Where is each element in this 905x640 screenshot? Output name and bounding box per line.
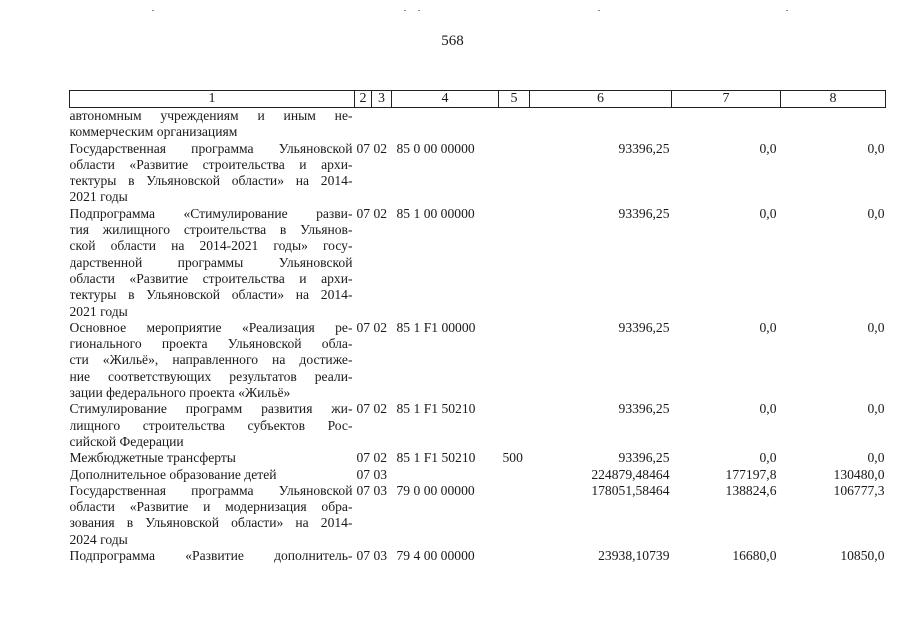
description-line: тектуры в Ульяновской области» на 2014- <box>69 287 353 303</box>
description-line: лищного строительства субъектов Рос- <box>69 417 353 433</box>
row-description <box>70 141 355 206</box>
amount-year-3: 0,0 <box>867 450 885 466</box>
expense-type-code <box>499 548 530 564</box>
description-line: области «Развитие строительства и архи- <box>69 270 353 286</box>
amount-year-2: 0,0 <box>759 140 777 156</box>
description-line: Межбюджетные трансферты <box>69 450 236 466</box>
target-article-code: 79 0 00 00000 <box>396 482 475 498</box>
table-row <box>70 483 886 548</box>
row-description <box>70 108 355 141</box>
amount-year-2 <box>672 108 781 141</box>
header-cell: 6 <box>530 91 672 108</box>
target-article-code <box>392 467 499 483</box>
amount-year-3 <box>781 108 886 141</box>
description-line: тектуры в Ульяновской области» на 2014- <box>69 173 353 189</box>
section-code: 07 <box>356 205 371 221</box>
amount-year-1: 178051,58464 <box>591 482 670 498</box>
description-line: ской области на 2014-2021 годы» госу- <box>69 238 353 254</box>
header-cell: 8 <box>781 91 886 108</box>
description-line: 2024 годы <box>69 531 128 547</box>
subsection-code: 03 <box>373 482 388 498</box>
expense-type-code <box>499 320 530 401</box>
section-code: 07 <box>356 548 371 564</box>
scan-speck <box>418 10 420 11</box>
description-line: 2021 годы <box>69 303 128 319</box>
expense-type-code: 500 <box>502 450 523 466</box>
expense-type-code <box>499 206 530 320</box>
expense-type-code <box>499 401 530 450</box>
subsection-code: 02 <box>373 401 388 417</box>
target-article-code: 85 1 00 00000 <box>396 205 475 221</box>
amount-year-3: 130480,0 <box>833 466 885 482</box>
amount-year-1 <box>530 108 672 141</box>
section-code: 07 <box>356 140 371 156</box>
amount-year-1: 93396,25 <box>618 205 670 221</box>
amount-year-3: 0,0 <box>867 319 885 335</box>
description-line: Подпрограмма «Стимулирование разви- <box>69 205 353 221</box>
table-row <box>70 450 886 466</box>
description-line: зации федерального проекта «Жильё» <box>69 385 291 401</box>
description-line: дарственной программы Ульяновской <box>69 254 353 270</box>
header-cell: 5 <box>499 91 530 108</box>
amount-year-2: 0,0 <box>759 319 777 335</box>
description-line: области «Развитие строительства и архи- <box>69 156 353 172</box>
description-line: 2021 годы <box>69 189 128 205</box>
budget-table <box>69 90 886 564</box>
header-cell: 4 <box>392 91 499 108</box>
description-line: Дополнительное образование детей <box>69 466 277 482</box>
header-cell: 2 <box>355 91 372 108</box>
subsection-code: 03 <box>373 466 388 482</box>
amount-year-1: 93396,25 <box>618 450 670 466</box>
subsection-code: 03 <box>373 548 388 564</box>
amount-year-1: 93396,25 <box>618 140 670 156</box>
row-description <box>70 467 355 483</box>
row-description <box>70 483 355 548</box>
row-description <box>70 206 355 320</box>
amount-year-2: 0,0 <box>759 450 777 466</box>
scan-speck <box>152 10 154 11</box>
description-line: гионального проекта Ульяновской обла- <box>69 336 353 352</box>
description-line: Стимулирование программ развития жи- <box>69 401 353 417</box>
subsection-code: 02 <box>373 140 388 156</box>
expense-type-code <box>499 483 530 548</box>
target-article-code: 85 1 F1 00000 <box>396 319 476 335</box>
description-line: сти «Жильё», направленного на достиже- <box>69 352 353 368</box>
amount-year-3: 0,0 <box>867 401 885 417</box>
description-line: Основное мероприятие «Реализация ре- <box>69 319 353 335</box>
description-line: автономным учреждениям и иным не- <box>69 108 353 123</box>
amount-year-3: 106777,3 <box>833 482 885 498</box>
amount-year-1: 224879,48464 <box>591 466 670 482</box>
amount-year-1: 23938,10739 <box>598 548 670 564</box>
target-article-code: 85 1 F1 50210 <box>396 401 476 417</box>
target-article-code: 85 1 F1 50210 <box>396 450 476 466</box>
subsection-code: 02 <box>373 205 388 221</box>
table-row <box>70 141 886 206</box>
section-code: 07 <box>356 319 371 335</box>
expense-type-code <box>499 108 530 141</box>
amount-year-1: 93396,25 <box>618 401 670 417</box>
scan-speck <box>786 10 788 11</box>
header-cell: 3 <box>372 91 392 108</box>
table-row <box>70 320 886 401</box>
scan-speck <box>404 10 406 11</box>
section-code <box>355 108 372 141</box>
amount-year-1: 93396,25 <box>618 319 670 335</box>
target-article-code: 85 0 00 00000 <box>396 140 475 156</box>
row-description <box>70 450 355 466</box>
table-row <box>70 401 886 450</box>
expense-type-code <box>499 467 530 483</box>
section-code: 07 <box>356 466 371 482</box>
description-line: Государственная программа Ульяновской <box>69 482 353 498</box>
description-line: области «Развитие и модернизация обра- <box>69 499 353 515</box>
description-line: Подпрограмма «Развитие дополнитель- <box>69 548 353 564</box>
table-row <box>70 108 886 141</box>
target-article-code <box>392 108 499 141</box>
table-row <box>70 548 886 564</box>
section-code: 07 <box>356 401 371 417</box>
description-line: коммерческим организациям <box>69 124 238 140</box>
section-code: 07 <box>356 482 371 498</box>
row-description <box>70 401 355 450</box>
page-number: 568 <box>441 33 464 49</box>
table-body <box>70 108 886 565</box>
description-line: сийской Федерации <box>69 433 184 449</box>
subsection-code: 02 <box>373 450 388 466</box>
description-line: зования в Ульяновской области» на 2014- <box>69 515 353 531</box>
header-cell: 7 <box>672 91 781 108</box>
expense-type-code <box>499 141 530 206</box>
amount-year-2: 0,0 <box>759 401 777 417</box>
header-row <box>70 91 886 108</box>
target-article-code: 79 4 00 00000 <box>396 548 475 564</box>
description-line: ние соответствующих результатов реали- <box>69 368 353 384</box>
section-code: 07 <box>356 450 371 466</box>
amount-year-3: 0,0 <box>867 140 885 156</box>
row-description <box>70 548 355 564</box>
amount-year-2: 0,0 <box>759 205 777 221</box>
row-description <box>70 320 355 401</box>
table-row <box>70 467 886 483</box>
scan-speck <box>598 10 600 11</box>
description-line: Государственная программа Ульяновской <box>69 140 353 156</box>
amount-year-3: 0,0 <box>867 205 885 221</box>
amount-year-3: 10850,0 <box>840 548 885 564</box>
amount-year-2: 16680,0 <box>732 548 777 564</box>
subsection-code <box>372 108 392 141</box>
subsection-code: 02 <box>373 319 388 335</box>
amount-year-2: 138824,6 <box>725 482 777 498</box>
header-cell: 1 <box>70 91 355 108</box>
description-line: тия жилищного строительства в Ульянов- <box>69 222 353 238</box>
table-row <box>70 206 886 320</box>
amount-year-2: 177197,8 <box>725 466 777 482</box>
